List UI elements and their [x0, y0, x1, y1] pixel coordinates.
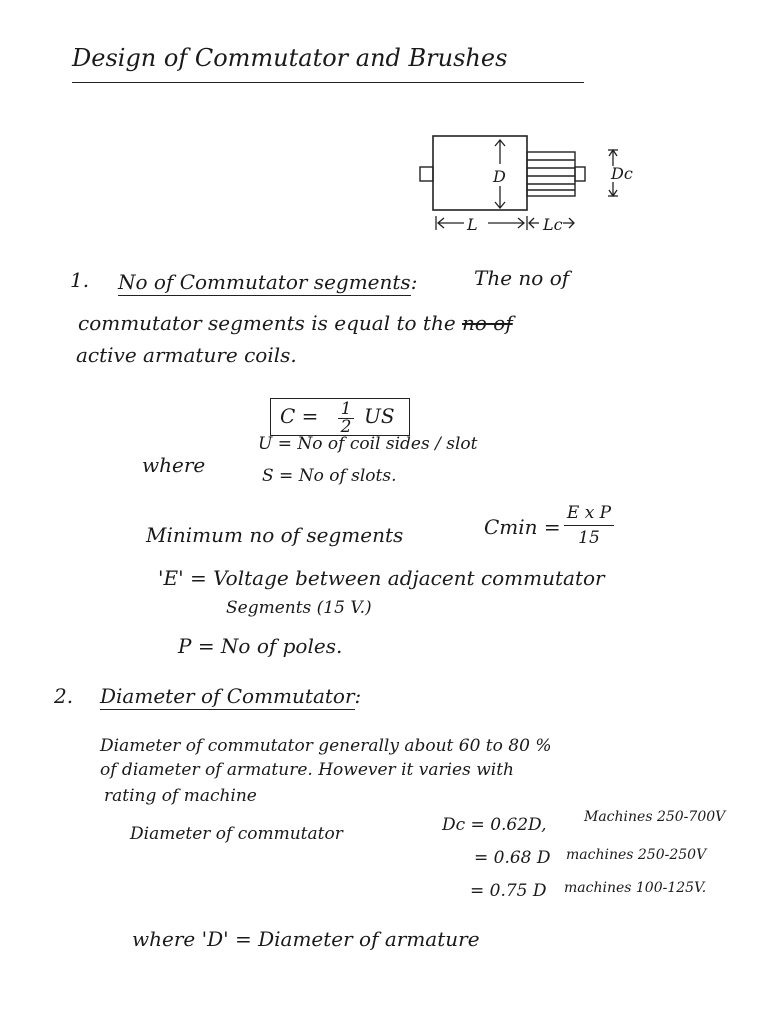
dc-equation-1-note: Machines 250-700V [584, 809, 726, 825]
section2-heading-line [100, 686, 361, 706]
section1-text-line2-main: commutator segments is equal to the [78, 311, 456, 335]
diagram-label-d: D [493, 167, 506, 186]
section2-text-line3: rating of machine [104, 786, 257, 806]
section1-colon: : [410, 270, 418, 294]
section1-struck-text: no of [462, 311, 513, 335]
dc-label: Diameter of commutator [130, 824, 343, 844]
l-arrow [436, 216, 527, 230]
diagram-label-l: L [467, 215, 478, 234]
cmin-text: Minimum no of segments [146, 523, 404, 547]
dc-equation-2-note: machines 250-250V [566, 847, 707, 863]
cmin-numerator: E x P [566, 503, 612, 523]
formula-half-numerator: 1 [340, 399, 352, 419]
definition-e-line2: Segments (15 V.) [226, 598, 372, 618]
diagram-label-lc: Lc [543, 215, 563, 234]
cmin-denominator: 15 [578, 528, 600, 548]
section1-text-line3: active armature coils. [76, 343, 297, 367]
cmin-symbol: Cmin = [484, 515, 561, 539]
dc-equation-3-note: machines 100-125V. [564, 880, 707, 896]
definition-u: U = No of coil sides / slot [258, 434, 478, 454]
definition-s: S = No of slots. [262, 466, 397, 486]
commutator-segments [527, 152, 575, 196]
title-underline [72, 82, 584, 83]
section1-text-line2 [78, 313, 513, 333]
section1-text-line1: The no of [474, 266, 570, 290]
dc-equation-1: Dc = 0.62D, [442, 815, 547, 835]
section1-number: 1. [70, 268, 90, 292]
cmin-fraction-bar [564, 525, 614, 526]
section2-text-line2: of diameter of armature. However it varies with [100, 760, 515, 780]
section2-number: 2. [54, 684, 74, 708]
formula-rhs: US [364, 404, 395, 428]
section2-heading: Diameter of Commutator [100, 684, 355, 708]
page-title: Design of Commutator and Brushes [72, 44, 508, 72]
definition-p: P = No of poles. [178, 634, 343, 658]
where-d-definition: where 'D' = Diameter of armature [132, 927, 480, 951]
where-label: where [142, 453, 206, 477]
dc-equation-3: = 0.75 D [470, 881, 547, 901]
formula-half-denominator: 2 [340, 417, 352, 437]
section2-text-line1: Diameter of commutator generally about 60 to 80 % [100, 736, 552, 756]
diagram-label-dc: Dc [611, 164, 633, 183]
section2-colon: : [354, 684, 362, 708]
dc-equation-2: = 0.68 D [474, 848, 551, 868]
section1-heading-line [118, 272, 417, 292]
right-shaft [575, 167, 585, 181]
formula-lhs: C = [280, 404, 319, 428]
definition-e-line1: 'E' = Voltage between adjacent commutator [158, 566, 605, 590]
armature-body [433, 136, 527, 210]
left-shaft [420, 167, 433, 181]
section1-heading: No of Commutator segments [118, 270, 411, 294]
